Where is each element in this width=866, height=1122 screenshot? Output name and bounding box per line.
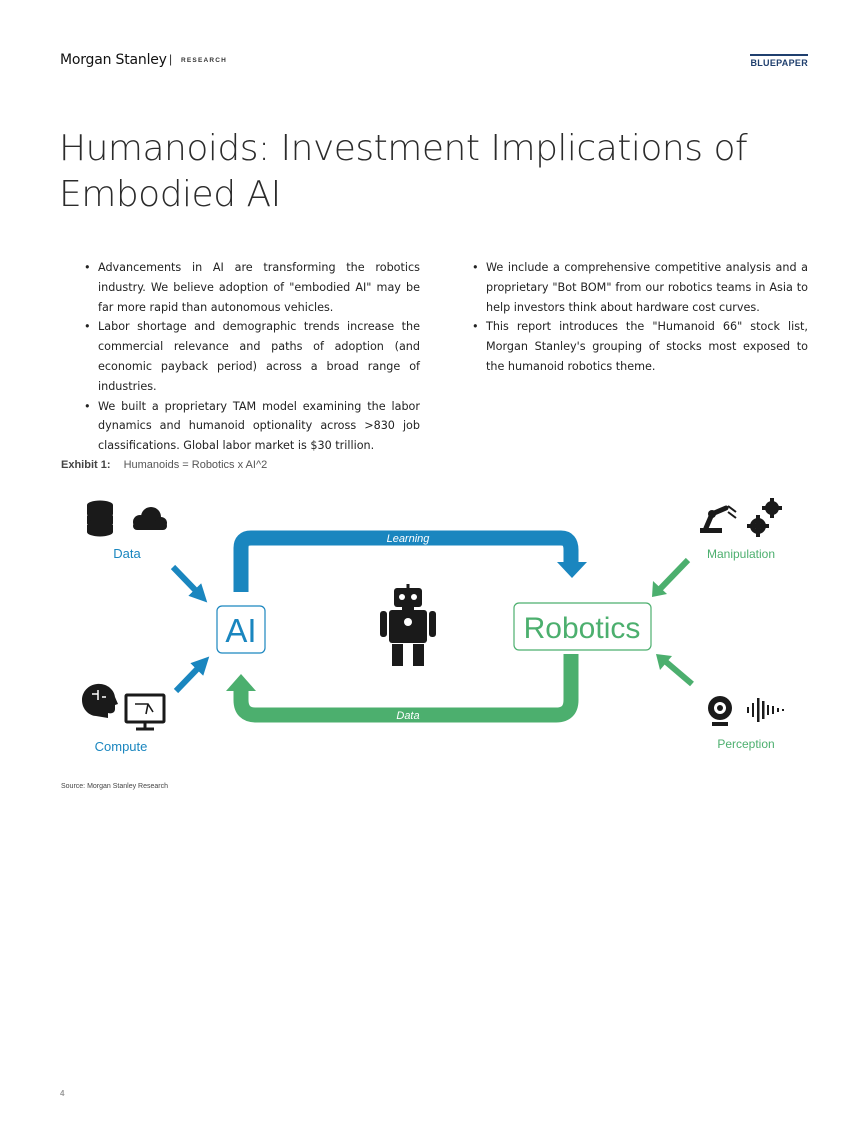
header-division: RESEARCH bbox=[181, 57, 228, 64]
compute-to-ai-arrow bbox=[176, 663, 203, 691]
data-loop-arrowhead bbox=[226, 674, 256, 691]
bullet-item: • We built a proprietary TAM model examining the labor dynamics and humanoid optionality across >830 job classifications. Global labor market is $30 trillion. bbox=[84, 397, 420, 456]
bullet-list-right bbox=[472, 258, 808, 377]
exhibit-title: Humanoids = Robotics x AI^2 bbox=[123, 459, 268, 471]
perception-to-robotics-arrow bbox=[665, 661, 692, 684]
exhibit-caption bbox=[61, 459, 267, 471]
brand-logo: Morgan Stanley bbox=[60, 52, 167, 68]
monitor-icon bbox=[126, 695, 164, 729]
sound-wave-icon bbox=[747, 698, 784, 722]
page-header bbox=[60, 52, 808, 72]
page-number: 4 bbox=[60, 1089, 65, 1098]
bullet-item: • Advancements in AI are transforming the robotics industry. We believe adoption of "embodied AI" may be far more rapid than autonomous vehicles. bbox=[84, 258, 420, 317]
database-icon bbox=[87, 501, 113, 537]
bullet-item: • We include a comprehensive competitive analysis and a proprietary "Bot BOM" from our robotics teams in Asia to help investors think about hardware cost curves. bbox=[472, 258, 808, 317]
learning-label: Learning bbox=[386, 533, 430, 545]
brain-head-icon bbox=[82, 684, 118, 718]
data-to-ai-arrow bbox=[173, 567, 201, 596]
cloud-icon bbox=[133, 507, 167, 530]
header-separator: | bbox=[169, 52, 173, 66]
robot-icon bbox=[380, 584, 436, 666]
manipulation-label: Manipulation bbox=[706, 547, 776, 561]
perception-label: Perception bbox=[717, 737, 775, 751]
gears-icon bbox=[747, 498, 782, 537]
bullet-item: • Labor shortage and demographic trends increase the commercial relevance and paths of adoption (and economic payback period) across a broad range of industries. bbox=[84, 317, 420, 396]
humanoid-diagram bbox=[60, 486, 820, 771]
robot-arm-icon bbox=[700, 506, 736, 533]
source-note: Source: Morgan Stanley Research bbox=[61, 783, 168, 790]
robotics-label: Robotics bbox=[523, 612, 641, 645]
bullet-list-left bbox=[84, 258, 420, 456]
bullet-item: • This report introduces the "Humanoid 66" stock list, Morgan Stanley's grouping of stocks most exposed to the humanoid robotics theme. bbox=[472, 317, 808, 376]
title-line-1: Humanoids: Investment Implications of bbox=[59, 128, 748, 169]
page-title bbox=[59, 126, 759, 218]
manipulation-to-robotics-arrow bbox=[660, 560, 688, 589]
compute-label: Compute bbox=[94, 739, 148, 754]
learning-arrowhead bbox=[557, 562, 587, 578]
data-source-label: Data bbox=[113, 546, 141, 561]
series-badge: BLUEPAPER bbox=[750, 54, 808, 68]
webcam-icon bbox=[708, 696, 732, 726]
learning-loop-arrow bbox=[241, 538, 571, 592]
exhibit-label: Exhibit 1: bbox=[61, 459, 111, 471]
diagram-svg bbox=[60, 486, 820, 771]
ai-label: AI bbox=[225, 612, 257, 649]
loop-data-label: Data bbox=[396, 710, 420, 722]
title-line-2: Embodied AI bbox=[59, 174, 281, 215]
data-loop-arrow bbox=[241, 654, 571, 715]
